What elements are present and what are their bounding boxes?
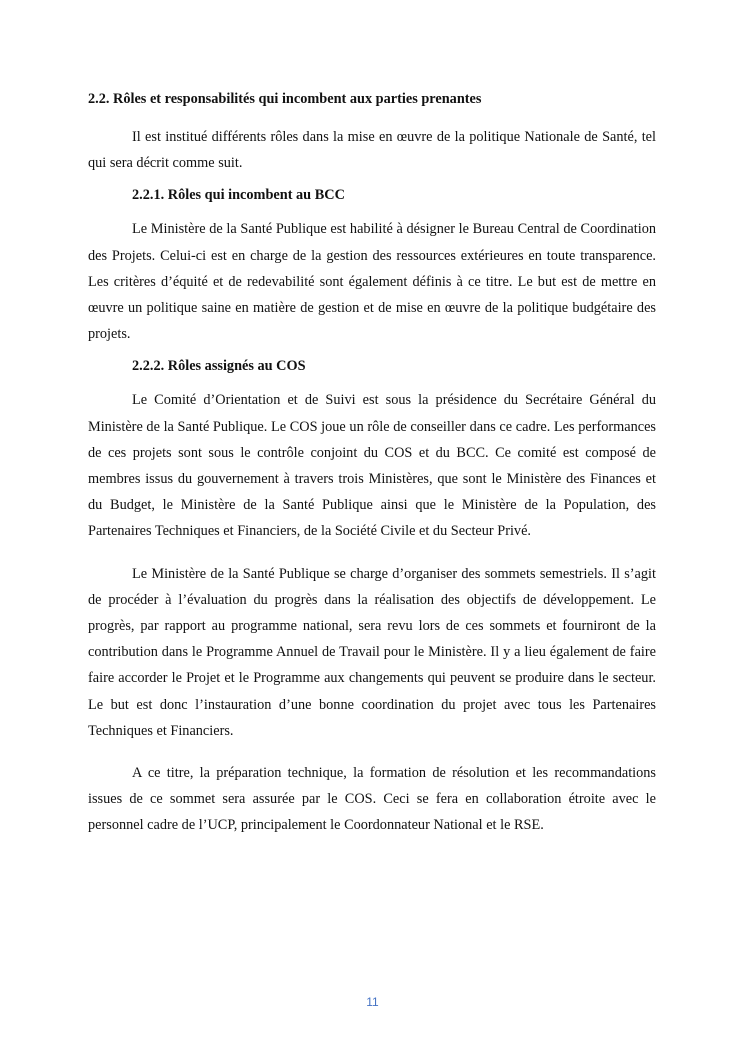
cos-paragraph-2: Le Ministère de la Santé Publique se charge d’organiser des sommets semestriels. Il s’agit de procéder à l’évaluation du progrès dans la réalisation des objectifs de développement. Le progrès, par rapport au programme national, sera revu lors de ces sommets et fourniront de la contribution dans le Programme Annuel de Travail pour le Ministère. Il y a lieu également de faire faire accorder le Projet et le Programme aux changements qui peuvent se produire dans le secteur. Le but est donc l’instauration d’une bonne coordination du projet avec tous les Partenaires Techniques et Financiers. — [88, 565, 656, 739]
cos-paragraph-1: Le Comité d’Orientation et de Suivi est sous la présidence du Secrétaire Général du Ministère de la Santé Publique. Le COS joue un rôle de conseiller dans ce cadre. Les performances de ces projets sont sous le contrôle conjoint du COS et du BCC. Ce comité est composé de membres issus du gouvernement à travers trois Ministères, que sont le Ministère des Finances et du Budget, le Ministère de la Santé Publique ainsi que le Ministère de la Population, des Partenaires Techniques et Financiers, de la Société Civile et du Secteur Privé. — [88, 392, 656, 540]
section-heading: 2.2. Rôles et responsabilités qui incombent aux parties prenantes — [88, 91, 482, 107]
section-intro-paragraph: Il est institué différents rôles dans la mise en œuvre de la politique Nationale de Santé, tel qui sera décrit comme suit. — [88, 129, 656, 172]
subsection-bcc-heading: 2.2.1. Rôles qui incombent au BCC — [132, 187, 345, 204]
cos-paragraph-3: A ce titre, la préparation technique, la formation de résolution et les recommandations issues de ce sommet sera assurée par le COS. Ceci se fera en collaboration étroite avec le personnel cadre de l’UCP, principalement le Coordonnateur National et le RSE. — [88, 765, 656, 834]
subsection-cos-heading: 2.2.2. Rôles assignés au COS — [132, 358, 306, 375]
page-content — [88, 86, 656, 851]
page-number: 11 — [366, 995, 379, 1009]
subsection-bcc-paragraph: Le Ministère de la Santé Publique est habilité à désigner le Bureau Central de Coordination des Projets. Celui-ci est en charge de la gestion des ressources extérieures en toute transparence. Les critères d’équité et de redevabilité sont également définis à ce titre. Le but est de mettre en œuvre un politique saine en matière de gestion et de mise en œuvre de la politique budgétaire des projets. — [88, 221, 656, 343]
